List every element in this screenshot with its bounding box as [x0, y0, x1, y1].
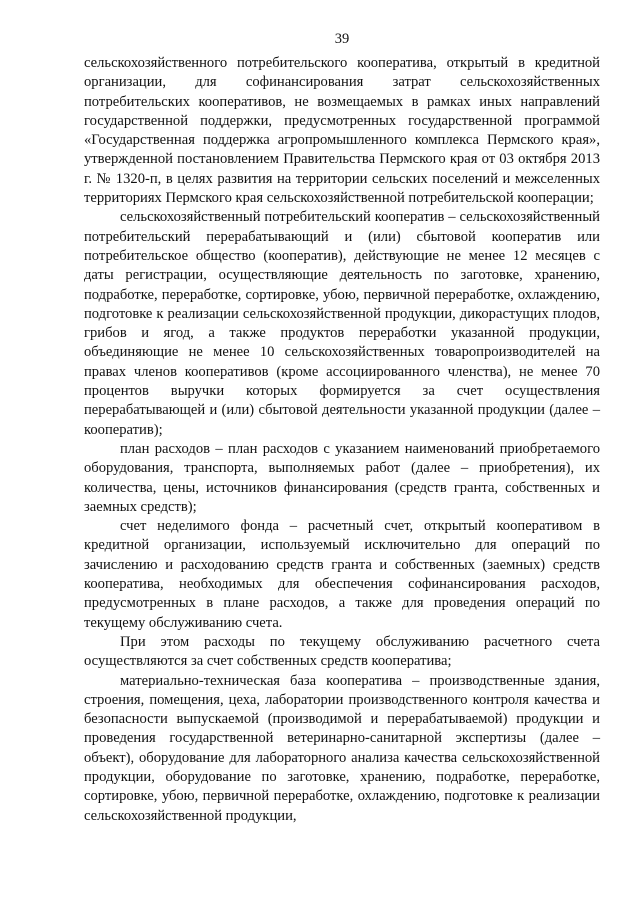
- paragraph-indivisible-fund-account-definition: счет неделимого фонда – расчетный счет, открытый кооперативом в кредитной организации, используемый исключительно для операций по зачислению и расходованию средств гранта и собственных (заемных) средств кооператива, необходимых для обеспечения софинансирования расходов, предусмотренных в плане расходов, а также для проведения операций по текущему обслуживанию счета.: [84, 518, 600, 631]
- paragraph-cooperative-account-definition: сельскохозяйственного потребительского кооператива, открытый в кредитной организации, для софинансирования затрат сельскохозяйственных потребительских кооперативов, не возмещаемых в рамках иных направлений государственной поддержки, предусмотренных государственной программой «Государственная поддержка агропромышленного комплекса Пермского края», утвержденной постановлением Правительства Пермского края от 03 октября 2013 г. № 1320-п, в целях развития на территории сельских поселений и межселенных территориях Пермского края сельскохозяйственной потребительской кооперации;: [84, 55, 600, 207]
- paragraph-cooperative-definition: сельскохозяйственный потребительский кооператив – сельскохозяйственный потребительский перерабатывающий и (или) сбытовой кооператив или потребительское общество (кооператив), действующие не менее 12 месяцев с даты регистрации, осуществляющие деятельность по заготовке, хранению, подработке, переработке, сортировке, убою, первичной переработке, охлаждению, подготовке к реализации сельскохозяйственной продукции, дикорастущих плодов, грибов и ягод, а также продуктов переработки указанной продукции, объединяющие не менее 10 сельскохозяйственных товаропроизводителей на правах членов кооперативов (кроме ассоциированного членства), не менее 70 процентов выручки которых формируется за счет осуществления перерабатывающей и (или) сбытовой деятельности указанной продукции (далее – кооператив);: [84, 209, 600, 438]
- paragraph-account-servicing-expenses: При этом расходы по текущему обслуживанию расчетного счета осуществляются за счет собственных средств кооператива;: [84, 633, 600, 670]
- document-page: [84, 30, 600, 826]
- page-number: 39: [334, 31, 350, 47]
- paragraph-material-technical-base-definition: материально-техническая база кооператива – производственные здания, строения, помещения, цеха, лаборатории производственного контроля качества и безопасности выпускаемой (производимой и перерабатываемой) продукции и проведения государственной ветеринарно-санитарной экспертизы (далее – объект), оборудование для лабораторного анализа качества сельскохозяйственной продукции, оборудование по заготовке, хранению, подработке, переработке, сортировке, убою, первичной переработке, охлаждению, подготовке к реализации сельскохозяйственной продукции,: [84, 672, 600, 824]
- paragraph-expense-plan-definition: план расходов – план расходов с указанием наименований приобретаемого оборудования, транспорта, выполняемых работ (далее – приобретения), их количества, цены, источников финансирования (средств гранта, собственных и заемных средств);: [84, 440, 600, 515]
